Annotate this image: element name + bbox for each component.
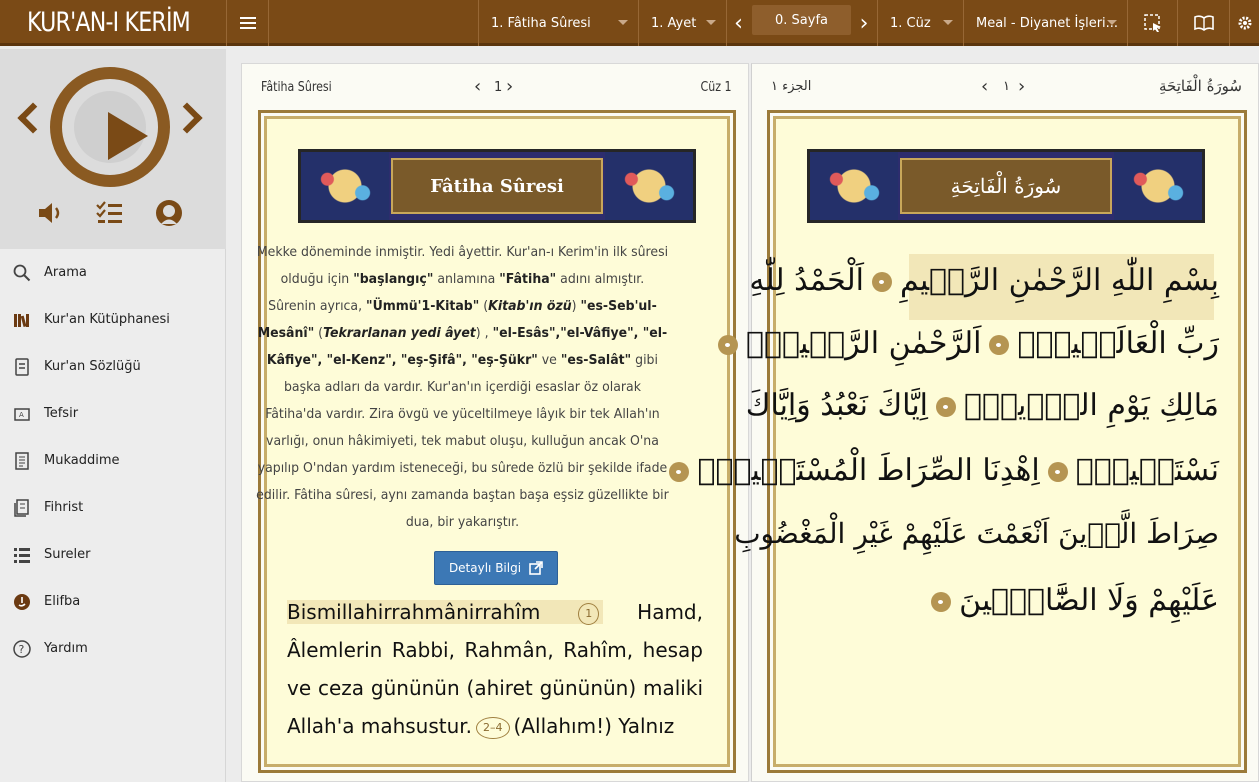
surah-select[interactable] [478,0,638,46]
cuz-select-value: 1. Cüz [890,15,931,31]
meal-page [241,63,749,782]
meal-verse-1-text: Bismillahirrahmânirrahîm [287,600,541,624]
reader-area [226,49,1259,782]
cuz-select[interactable] [877,0,963,46]
sidebar-item-label: Arama [44,265,87,280]
verse-5-text: نَسْتَع۪ينُۜ [1075,453,1219,488]
sidebar-item-yardim[interactable] [0,625,226,672]
external-link-icon [529,561,543,575]
play-button-inner [74,91,146,163]
svg-text:A: A [19,410,24,419]
meal-page-cuz: Cüz 1 [700,80,732,95]
mushaf-page-frame [697,110,1247,773]
top-bar [0,0,1259,46]
verse-3-text: اَلرَّحْمٰنِ الرَّح۪يمِۙ [746,326,982,361]
previous-icon[interactable] [17,102,48,133]
menu-toggle-button[interactable] [226,0,268,46]
search-icon [13,264,31,282]
next-page-arrow[interactable]: › [1018,76,1026,97]
mushaf-line-4[interactable] [661,453,1219,488]
mushaf-page-header [752,64,1258,110]
verse-7-text: عَلَيْهِمْ وَلَا الضَّٓالّ۪ينَ [959,583,1219,618]
verse-marker-icon [989,335,1009,355]
verse-7-text: صِرَاطَ الَّذ۪ينَ اَنْعَمْتَ عَلَيْهِمْ غَيْرِ الْمَغْضُوبِ [734,517,1219,550]
chevron-down-icon [706,20,716,25]
mushaf-line-5[interactable] [734,517,1219,550]
meal-page-frame [258,110,736,773]
ornament-tile [605,152,693,220]
sidebar-item-label: Kur'an Sözlüğü [44,359,141,374]
audio-player [0,49,226,249]
sidebar-item-kutuphane[interactable] [0,296,226,343]
verse-marker-icon [931,592,951,612]
meal-verse-1[interactable] [287,600,603,624]
meal-select[interactable] [963,0,1127,46]
hamburger-icon [240,16,256,30]
verse-2-text: رَبِّ الْعَالَم۪ينَۙ [1017,326,1219,361]
surah-banner [298,149,696,223]
app-logo[interactable]: KUR'AN-I KERİM [27,7,190,38]
surah-banner-title: سُورَةُ الْفَاتِحَةِ [900,158,1112,214]
reciter-icon[interactable] [155,199,183,227]
checklist-icon[interactable] [96,201,124,225]
sidebar-item-mukaddime[interactable] [0,437,226,484]
spacer [268,0,478,46]
sidebar [0,49,226,782]
surah-description: Mekke döneminde inmiştir. Yedi âyettir. Kur'an-ı Kerim'in ilk sûresi olduğu için "başlangıç" anlamına "Fâtiha" adını almıştır. Sûrenin ayrıca, "Ümmü'1-Kitab" (Kitab'ın özü) "es-Seb'ul-Mesânî" (Tekrarlanan yedi âyet) , "el-Esâs","el-Vâfiye", "el-Kâfiye", "el-Kenz", "eş-Şifâ", "eş-Şükr" ve "es-Salât" gibi başka adları da vardır. Kur'an'ın içerdiği esaslar öz olarak Fâtiha'da vardır. Zira övgü ve yüceltilmeye lâyık bir tek Allah'ın varlığı, onun hâkimiyeti, tek mabut oluşu, kulluğun ancak O'na yapılıp O'ndan yardım isteneceği, bu sûrede özlü bir şekilde ifade edilir. Fâtiha sûresi, aynı zamanda baştan başa eşsiz güzellikte bir dua, bir yakarıştır. [256,244,669,530]
mushaf-line-2[interactable] [710,326,1219,361]
mushaf-page-surah: سُورَةُ الْفَاتِحَةِ [1159,77,1242,95]
meal-text [287,593,703,745]
verse-marker-icon [1048,462,1068,482]
page-input[interactable]: 0. Sayfa [752,5,851,35]
sidebar-item-elifba[interactable] [0,578,226,625]
book-icon [1193,14,1215,32]
sidebar-item-tefsir[interactable] [0,390,226,437]
meal-page-number: 1 [494,80,503,95]
ayet-select[interactable] [638,0,726,46]
gear-icon [1237,15,1253,31]
meal-page-surah: Fâtiha Sûresi [261,80,332,95]
next-page-arrow[interactable]: › [506,76,514,97]
verse-marker-icon [718,335,738,355]
play-icon [108,112,148,160]
reading-mode-button[interactable] [1177,0,1229,46]
prev-page-arrow[interactable]: ‹ [474,76,482,97]
meal-verse-2-text: Hamd, Âlemlerin Rabbi, Rahmân, Rahîm, hesap ve ceza gününün (ahiret gününün) maliki Allah'a mahsustur. [287,600,703,738]
mushaf-line-1[interactable] [749,263,1219,298]
index-icon [13,499,31,517]
verse-6-text: اِهْدِنَا الصِّرَاطَ الْمُسْتَق۪يمَۙ [697,453,1040,488]
verse-5-text: اِيَّاكَ نَعْبُدُ وَاِيَّاكَ [745,388,929,423]
surah-select-value: 1. Fâtiha Sûresi [491,15,591,31]
verse-number-badge: 1 [578,603,599,625]
verse-marker-icon [936,397,956,417]
prev-page-button[interactable]: ‹ [726,0,750,46]
help-icon [13,640,31,658]
list-icon [13,546,31,564]
verse-1-text: بِسْمِ اللّٰهِ الرَّحْمٰنِ الرَّح۪يمِ [900,263,1219,298]
volume-icon[interactable] [37,201,67,225]
verse-2-text: اَلْحَمْدُ لِلّٰهِ [749,263,865,298]
ornament-tile [810,152,898,220]
mushaf-line-6[interactable] [923,583,1219,618]
surah-banner [807,149,1205,223]
select-icon [1143,13,1163,33]
svg-text:?: ? [18,642,25,656]
chevron-down-icon [1107,20,1117,25]
chevron-down-icon [618,20,628,25]
chevron-down-icon [943,20,953,25]
sidebar-item-label: Elifba [44,594,81,609]
dictionary-icon [13,358,31,376]
sidebar-item-label: Yardım [44,641,88,656]
verse-marker-icon [872,272,892,292]
ornament-tile [301,152,389,220]
next-icon[interactable] [171,102,202,133]
selection-tool-button[interactable] [1127,0,1177,46]
ornament-tile [1114,152,1202,220]
sidebar-item-label: Kur'an Kütüphanesi [44,312,170,327]
meal-verse-3-text[interactable]: (Allahım!) Yalnız [513,714,675,738]
prev-page-arrow[interactable]: ‹ [981,76,989,97]
ayet-select-value: 1. Ayet [651,15,697,31]
next-page-button[interactable]: › [859,10,869,36]
detailed-info-label: Detaylı Bilgi [448,561,522,575]
mushaf-page-cuz: الجزء ١ [771,79,812,94]
sidebar-item-arama[interactable] [0,249,226,296]
verse-marker-icon [669,462,689,482]
play-button[interactable] [50,67,170,187]
sidebar-item-fihrist[interactable] [0,484,226,531]
sidebar-item-label: Mukaddime [44,453,120,468]
sidebar-item-label: Sureler [44,547,91,562]
sidebar-menu [0,249,226,672]
sidebar-item-label: Tefsir [44,406,79,421]
sidebar-item-sureler[interactable] [0,531,226,578]
surah-banner-title: Fâtiha Sûresi [391,158,603,214]
sidebar-item-sozluk[interactable] [0,343,226,390]
tefsir-icon [13,405,31,423]
settings-button[interactable] [1229,0,1259,46]
verse-number-badge: 2–4 [476,717,510,739]
sidebar-item-label: Fihrist [44,500,84,515]
detailed-info-button[interactable] [434,551,558,585]
meal-page-header [242,64,748,110]
elifba-icon [13,593,31,611]
document-icon [13,452,31,470]
library-icon [13,311,31,329]
verse-4-text: مَالِكِ يَوْمِ الدّ۪ينِۜ [964,388,1219,423]
mushaf-line-3[interactable] [746,388,1219,423]
meal-select-value: Meal - Diyanet İşleri... [976,15,1119,31]
mushaf-page-number: ١ [1003,79,1010,94]
